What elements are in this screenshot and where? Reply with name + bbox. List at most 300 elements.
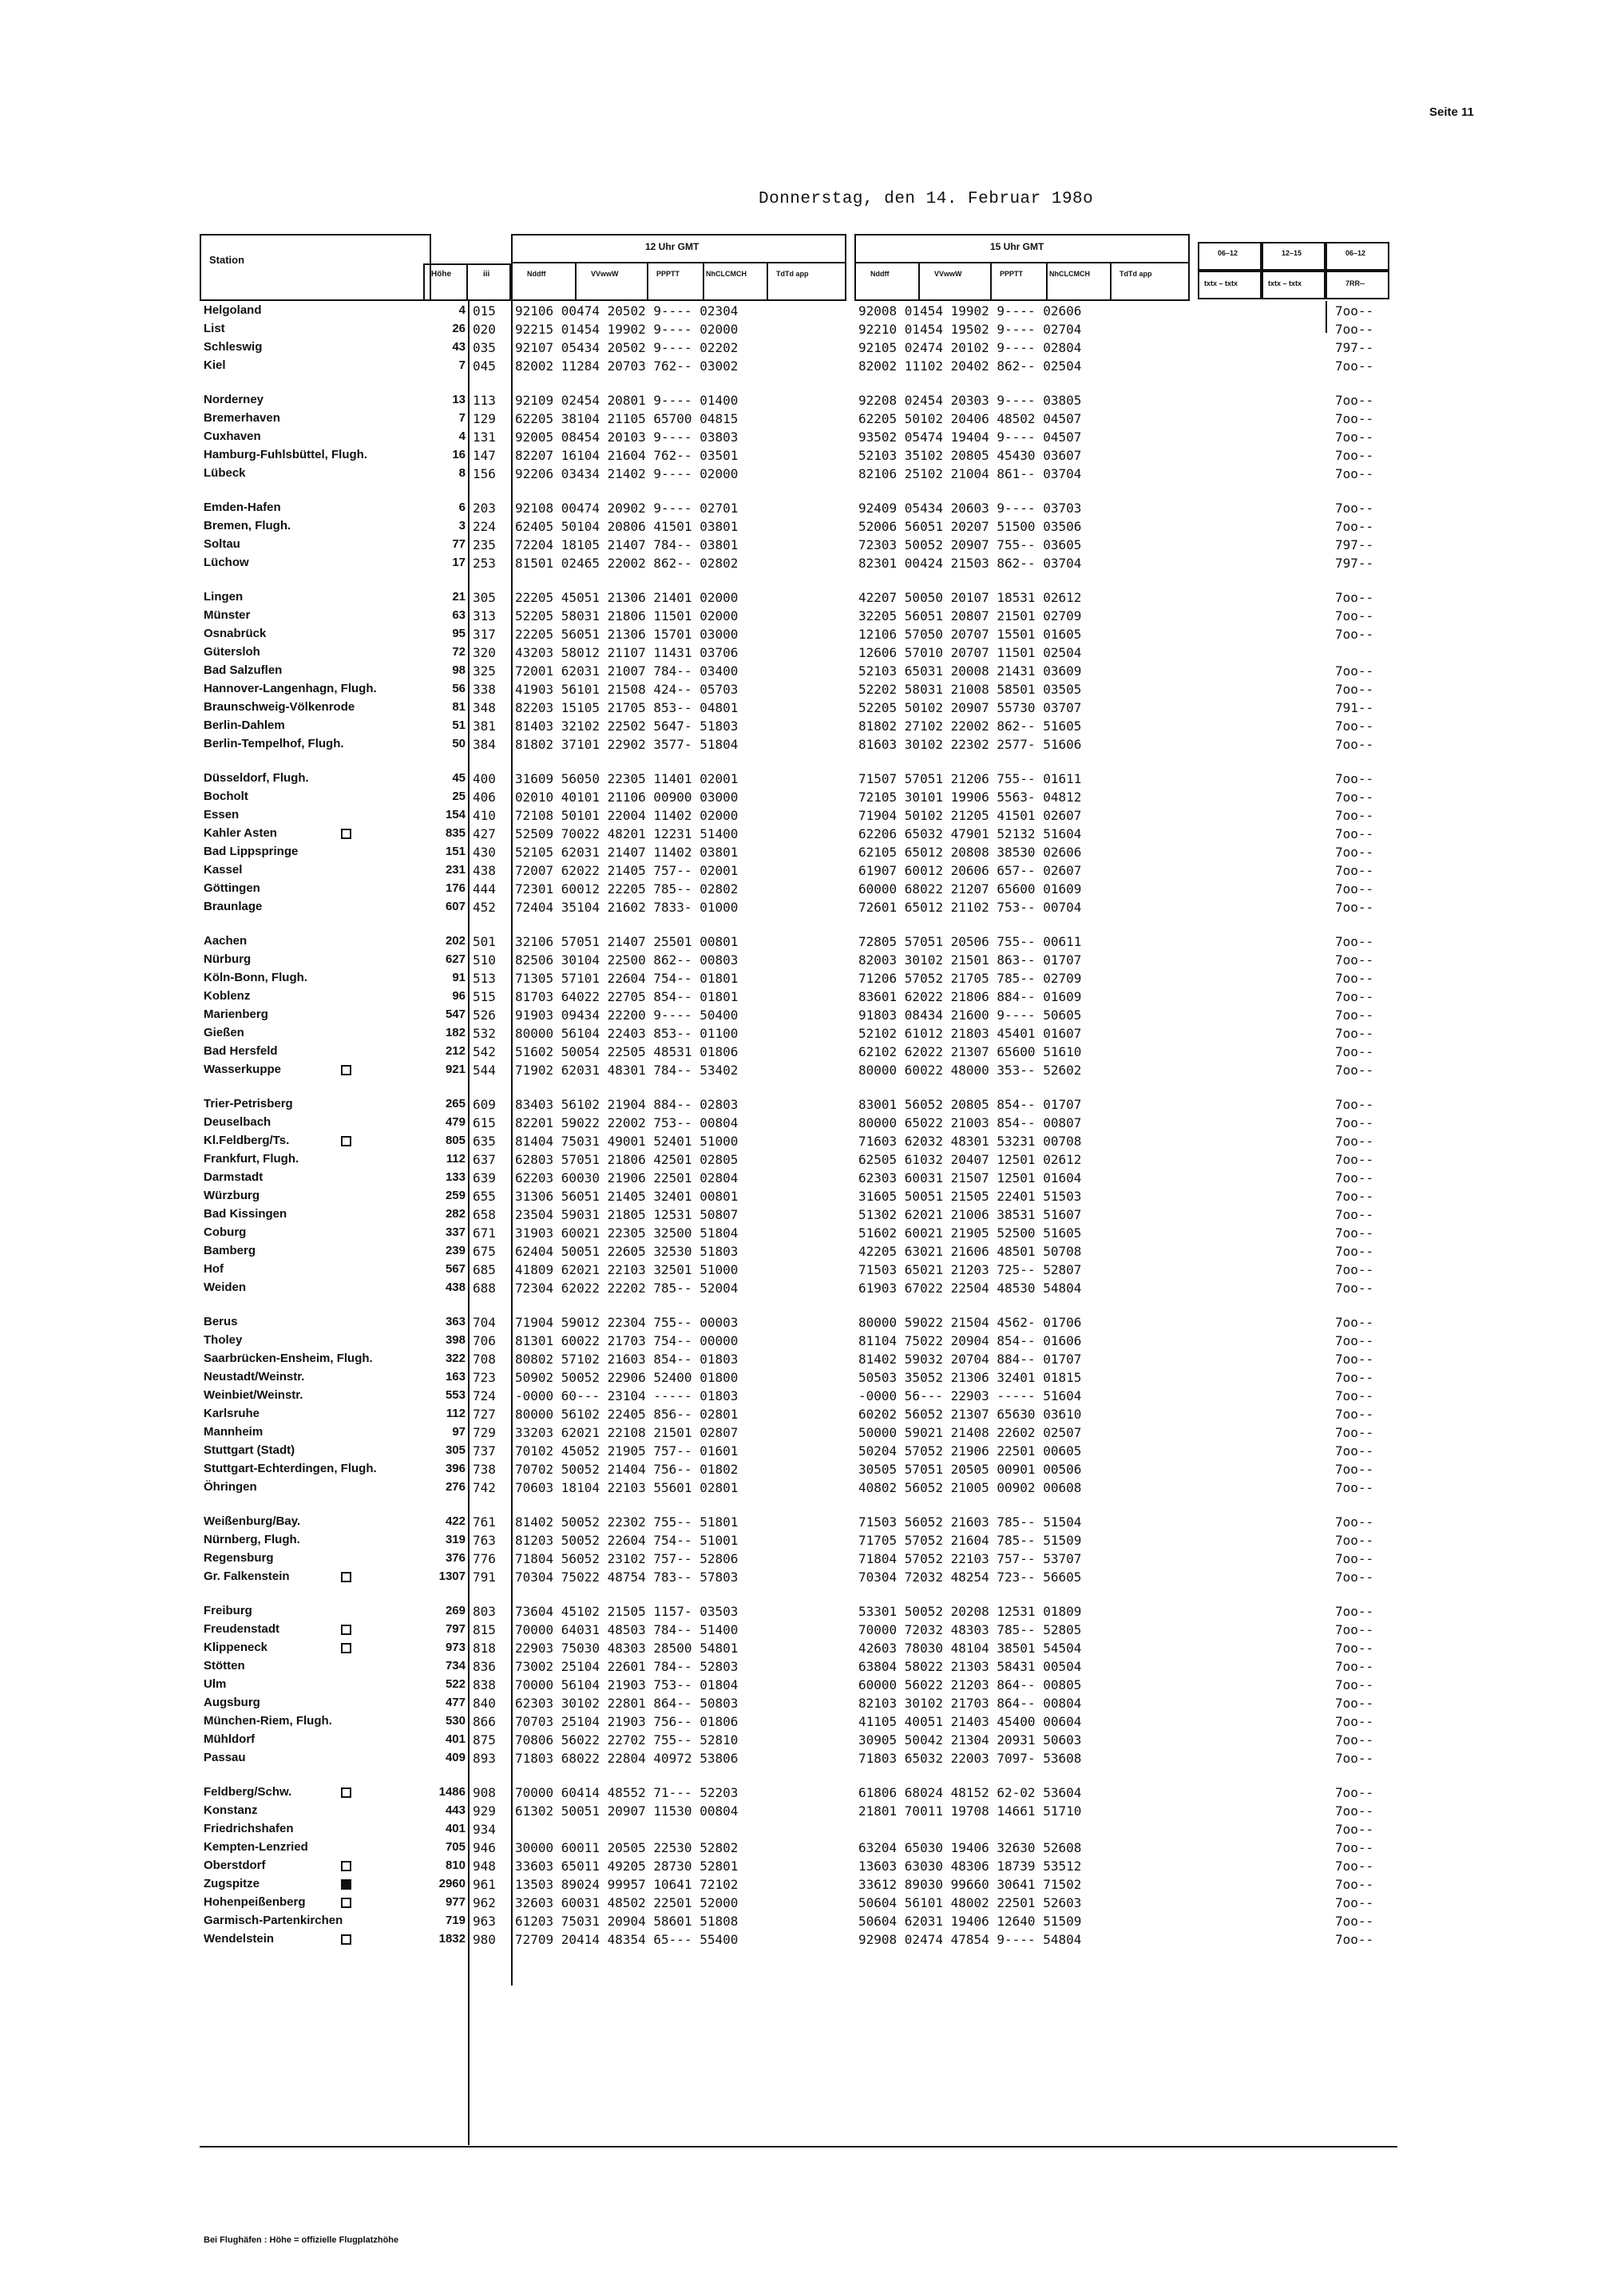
obs-12-gmt: 43203 58012 21107 11431 03706 xyxy=(515,645,739,660)
station-iii: 635 xyxy=(473,1134,496,1149)
precip-7rr: 7oo-- xyxy=(1335,1462,1374,1477)
header-15-col-3: PPPTT xyxy=(1000,270,1024,278)
obs-12-gmt: 62203 60030 21906 22501 02804 xyxy=(515,1170,739,1186)
header-right-2-label: 12–15 xyxy=(1282,249,1302,257)
obs-15-gmt: 71603 62032 48301 53231 00708 xyxy=(858,1134,1082,1149)
precip-7rr: 7oo-- xyxy=(1335,845,1374,860)
obs-15-gmt: 52103 35102 20805 45430 03607 xyxy=(858,448,1082,463)
precip-7rr: 7oo-- xyxy=(1335,682,1374,697)
station-name: Tholey xyxy=(204,1333,243,1347)
obs-15-gmt: 30505 57051 20505 00901 00506 xyxy=(858,1462,1082,1477)
station-height: 72 xyxy=(452,645,466,659)
obs-12-gmt: 82207 16104 21604 762-- 03501 xyxy=(515,448,739,463)
precip-7rr: 7oo-- xyxy=(1335,718,1374,734)
station-height: 7 xyxy=(458,411,466,425)
precip-7rr: 7oo-- xyxy=(1335,1877,1374,1892)
station-iii: 452 xyxy=(473,900,496,915)
filled-square-icon xyxy=(341,1879,351,1890)
column-line-iii xyxy=(511,301,513,1985)
station-iii: 317 xyxy=(473,627,496,642)
column-line-right xyxy=(1326,301,1327,333)
obs-15-gmt: 62206 65032 47901 52132 51604 xyxy=(858,826,1082,841)
station-name: Weißenburg/Bay. xyxy=(204,1514,301,1528)
obs-12-gmt: 52205 58031 21806 11501 02000 xyxy=(515,608,739,623)
obs-15-gmt: 52006 56051 20207 51500 03506 xyxy=(858,519,1082,534)
station-height: 973 xyxy=(445,1641,466,1654)
obs-15-gmt: 82003 30102 21501 863-- 01707 xyxy=(858,952,1082,968)
station-height: 259 xyxy=(445,1189,466,1202)
obs-15-gmt: 92105 02474 20102 9---- 02804 xyxy=(858,340,1082,355)
obs-15-gmt: 62505 61032 20407 12501 02612 xyxy=(858,1152,1082,1167)
station-height: 269 xyxy=(445,1604,466,1617)
obs-15-gmt: 61907 60012 20606 657-- 02607 xyxy=(858,863,1082,878)
precip-7rr: 7oo-- xyxy=(1335,1244,1374,1259)
page-number: Seite 11 xyxy=(1429,105,1474,119)
header-iii: iii xyxy=(483,270,490,279)
obs-15-gmt: 83001 56052 20805 854-- 01707 xyxy=(858,1097,1082,1112)
station-height: 401 xyxy=(445,1732,466,1746)
obs-15-gmt: 72303 50052 20907 755-- 03605 xyxy=(858,537,1082,552)
obs-12-gmt: 80000 56104 22403 853-- 01100 xyxy=(515,1026,739,1041)
station-name: Soltau xyxy=(204,537,240,551)
precip-7rr: 7oo-- xyxy=(1335,663,1374,679)
station-height: 21 xyxy=(452,590,466,604)
station-name: Kahler Asten xyxy=(204,826,277,840)
station-height: 25 xyxy=(452,790,466,803)
precip-7rr: 7oo-- xyxy=(1335,1097,1374,1112)
station-name: Öhringen xyxy=(204,1480,257,1494)
station-name: Freudenstadt xyxy=(204,1622,280,1636)
station-height: 163 xyxy=(445,1370,466,1384)
header-12-col-1: Nddff xyxy=(527,270,546,278)
station-iii: 946 xyxy=(473,1840,496,1855)
precip-7rr: 797-- xyxy=(1335,556,1374,571)
obs-12-gmt: 72304 62022 22202 785-- 52004 xyxy=(515,1281,739,1296)
precip-7rr: 7oo-- xyxy=(1335,1551,1374,1566)
station-height: 112 xyxy=(446,1152,466,1166)
station-height: 97 xyxy=(452,1425,466,1439)
obs-12-gmt: 92108 00474 20902 9---- 02701 xyxy=(515,501,739,516)
station-name: Berlin-Tempelhof, Flugh. xyxy=(204,737,344,750)
header-right-3-label: 06–12 xyxy=(1345,249,1366,257)
header-12-col-3: PPPTT xyxy=(656,270,680,278)
station-name: Klippeneck xyxy=(204,1641,268,1654)
obs-15-gmt: 82106 25102 21004 861-- 03704 xyxy=(858,466,1082,481)
obs-12-gmt: 52509 70022 48201 12231 51400 xyxy=(515,826,739,841)
station-name: Hamburg-Fuhlsbüttel, Flugh. xyxy=(204,448,367,461)
obs-12-gmt: 23504 59031 21805 12531 50807 xyxy=(515,1207,739,1222)
station-iii: 045 xyxy=(473,358,496,374)
station-height: 182 xyxy=(445,1026,466,1039)
obs-12-gmt: 33203 62021 22108 21501 02807 xyxy=(515,1425,739,1440)
precip-7rr: 7oo-- xyxy=(1335,1696,1374,1711)
obs-12-gmt: 81802 37101 22902 3577- 51804 xyxy=(515,737,739,752)
station-iii: 791 xyxy=(473,1570,496,1585)
station-iii: 655 xyxy=(473,1189,496,1204)
precip-7rr: 7oo-- xyxy=(1335,1822,1374,1837)
precip-7rr: 7oo-- xyxy=(1335,1895,1374,1910)
obs-15-gmt: 13603 63030 48306 18739 53512 xyxy=(858,1859,1082,1874)
station-name: Bad Hersfeld xyxy=(204,1044,278,1058)
obs-15-gmt: 62102 62022 21307 65600 51610 xyxy=(858,1044,1082,1059)
obs-12-gmt: 70000 64031 48503 784-- 51400 xyxy=(515,1622,739,1637)
precip-7rr: 7oo-- xyxy=(1335,1604,1374,1619)
station-height: 705 xyxy=(445,1840,466,1854)
station-height: 77 xyxy=(452,537,466,551)
station-name: Gr. Falkenstein xyxy=(204,1570,290,1583)
footnote: Bei Flughäfen : Höhe = offizielle Flugplatzhöhe xyxy=(204,2235,399,2245)
precip-7rr: 7oo-- xyxy=(1335,790,1374,805)
station-iii: 704 xyxy=(473,1315,496,1330)
obs-15-gmt: 53301 50052 20208 12531 01809 xyxy=(858,1604,1082,1619)
station-height: 1486 xyxy=(438,1785,466,1799)
precip-7rr: 7oo-- xyxy=(1335,881,1374,897)
station-iii: 729 xyxy=(473,1425,496,1440)
obs-15-gmt: 81603 30102 22302 2577- 51606 xyxy=(858,737,1082,752)
station-iii: 738 xyxy=(473,1462,496,1477)
station-height: 112 xyxy=(446,1407,466,1420)
station-height: 16 xyxy=(452,448,466,461)
precip-7rr: 7oo-- xyxy=(1335,1859,1374,1874)
station-iii: 348 xyxy=(473,700,496,715)
station-iii: 818 xyxy=(473,1641,496,1656)
precip-7rr: 7oo-- xyxy=(1335,1152,1374,1167)
station-name: Bad Salzuflen xyxy=(204,663,283,677)
station-name: Coburg xyxy=(204,1225,247,1239)
station-height: 8 xyxy=(458,466,466,480)
obs-15-gmt: 80000 65022 21003 854-- 00807 xyxy=(858,1115,1082,1130)
header-right-1-sub: txtx – txtx xyxy=(1204,279,1238,287)
station-height: 2960 xyxy=(438,1877,466,1890)
station-iii: 763 xyxy=(473,1533,496,1548)
obs-15-gmt: 42205 63021 21606 48501 50708 xyxy=(858,1244,1082,1259)
obs-12-gmt: 22205 56051 21306 15701 03000 xyxy=(515,627,739,642)
station-iii: 838 xyxy=(473,1677,496,1692)
station-name: Koblenz xyxy=(204,989,251,1003)
station-iii: 131 xyxy=(473,430,496,445)
obs-12-gmt: 72204 18105 21407 784-- 03801 xyxy=(515,537,739,552)
station-name: Schleswig xyxy=(204,340,263,354)
station-name: Oberstdorf xyxy=(204,1859,266,1872)
obs-15-gmt: 50503 35052 21306 32401 01815 xyxy=(858,1370,1082,1385)
obs-15-gmt: 60000 68022 21207 65600 01609 xyxy=(858,881,1082,897)
station-name: Münster xyxy=(204,608,251,622)
square-icon xyxy=(341,1572,351,1582)
precip-7rr: 7oo-- xyxy=(1335,1207,1374,1222)
station-iii: 406 xyxy=(473,790,496,805)
obs-12-gmt: 81501 02465 22002 862-- 02802 xyxy=(515,556,739,571)
station-height: 51 xyxy=(452,718,466,732)
station-iii: 305 xyxy=(473,590,496,605)
precip-7rr: 7oo-- xyxy=(1335,519,1374,534)
obs-12-gmt: 62803 57051 21806 42501 02805 xyxy=(515,1152,739,1167)
obs-15-gmt: 61903 67022 22504 48530 54804 xyxy=(858,1281,1082,1296)
station-iii: 724 xyxy=(473,1388,496,1403)
header-12gmt-div1 xyxy=(575,262,577,299)
station-iii: 961 xyxy=(473,1877,496,1892)
precip-7rr: 7oo-- xyxy=(1335,1914,1374,1929)
obs-15-gmt: 21801 70011 19708 14661 51710 xyxy=(858,1803,1082,1819)
precip-7rr: 7oo-- xyxy=(1335,934,1374,949)
precip-7rr: 7oo-- xyxy=(1335,1714,1374,1729)
station-height: 50 xyxy=(452,737,466,750)
station-iii: 803 xyxy=(473,1604,496,1619)
station-height: 530 xyxy=(445,1714,466,1728)
station-iii: 325 xyxy=(473,663,496,679)
station-name: Garmisch-Partenkirchen xyxy=(204,1914,343,1927)
obs-15-gmt: 52202 58031 21008 58501 03505 xyxy=(858,682,1082,697)
obs-12-gmt: 30000 60011 20505 22530 52802 xyxy=(515,1840,739,1855)
station-name: Lübeck xyxy=(204,466,246,480)
precip-7rr: 797-- xyxy=(1335,537,1374,552)
obs-15-gmt: 71904 50102 21205 41501 02607 xyxy=(858,808,1082,823)
precip-7rr: 7oo-- xyxy=(1335,1425,1374,1440)
station-height: 376 xyxy=(445,1551,466,1565)
station-iii: 400 xyxy=(473,771,496,786)
obs-12-gmt: 71804 56052 23102 757-- 52806 xyxy=(515,1551,739,1566)
obs-15-gmt: 52103 65031 20008 21431 03609 xyxy=(858,663,1082,679)
precip-7rr: 7oo-- xyxy=(1335,1333,1374,1348)
header-15-col-2: VVwwW xyxy=(934,270,962,278)
precip-7rr: 7oo-- xyxy=(1335,448,1374,463)
station-height: 151 xyxy=(445,845,466,858)
station-name: Stötten xyxy=(204,1659,245,1673)
station-height: 95 xyxy=(452,627,466,640)
obs-12-gmt: 02010 40101 21106 00900 03000 xyxy=(515,790,739,805)
obs-15-gmt: 81104 75022 20904 854-- 01606 xyxy=(858,1333,1082,1348)
obs-12-gmt: 81301 60022 21703 754-- 00000 xyxy=(515,1333,739,1348)
precip-7rr: 7oo-- xyxy=(1335,1932,1374,1947)
obs-15-gmt: -0000 56--- 22903 ----- 51604 xyxy=(858,1388,1082,1403)
obs-12-gmt: 52105 62031 21407 11402 03801 xyxy=(515,845,739,860)
precip-7rr: 7oo-- xyxy=(1335,737,1374,752)
precip-7rr: 7oo-- xyxy=(1335,1315,1374,1330)
obs-12-gmt: 82002 11284 20703 762-- 03002 xyxy=(515,358,739,374)
station-iii: 113 xyxy=(473,393,496,408)
precip-7rr: 791-- xyxy=(1335,700,1374,715)
obs-15-gmt: 80000 59022 21504 4562- 01706 xyxy=(858,1315,1082,1330)
obs-15-gmt: 92210 01454 19502 9---- 02704 xyxy=(858,322,1082,337)
obs-15-gmt: 82002 11102 20402 862-- 02504 xyxy=(858,358,1082,374)
obs-12-gmt: 70102 45052 21905 757-- 01601 xyxy=(515,1443,739,1459)
station-iii: 658 xyxy=(473,1207,496,1222)
obs-15-gmt: 81802 27102 22002 862-- 51605 xyxy=(858,718,1082,734)
obs-12-gmt: 72709 20414 48354 65--- 55400 xyxy=(515,1932,739,1947)
obs-15-gmt: 70000 72032 48303 785-- 52805 xyxy=(858,1622,1082,1637)
precip-7rr: 7oo-- xyxy=(1335,952,1374,968)
station-iii: 742 xyxy=(473,1480,496,1495)
station-iii: 544 xyxy=(473,1063,496,1078)
precip-7rr: 7oo-- xyxy=(1335,1641,1374,1656)
station-height: 977 xyxy=(445,1895,466,1909)
obs-15-gmt: 60202 56052 21307 65630 03610 xyxy=(858,1407,1082,1422)
station-iii: 708 xyxy=(473,1352,496,1367)
station-height: 154 xyxy=(445,808,466,821)
obs-12-gmt: -0000 60--- 23104 ----- 01803 xyxy=(515,1388,739,1403)
header-15gmt-div2 xyxy=(990,262,992,299)
obs-12-gmt: 81402 50052 22302 755-- 51801 xyxy=(515,1514,739,1530)
obs-12-gmt: 13503 89024 99957 10641 72102 xyxy=(515,1877,739,1892)
obs-15-gmt: 71705 57052 21604 785-- 51509 xyxy=(858,1533,1082,1548)
station-name: Stuttgart-Echterdingen, Flugh. xyxy=(204,1462,377,1475)
precip-7rr: 7oo-- xyxy=(1335,1026,1374,1041)
obs-12-gmt: 73002 25104 22601 784-- 52803 xyxy=(515,1659,739,1674)
station-height: 133 xyxy=(445,1170,466,1184)
obs-12-gmt: 92107 05434 20502 9---- 02202 xyxy=(515,340,739,355)
header-12-col-2: VVwwW xyxy=(591,270,619,278)
station-height: 81 xyxy=(452,700,466,714)
obs-12-gmt: 33603 65011 49205 28730 52801 xyxy=(515,1859,739,1874)
station-height: 276 xyxy=(445,1480,466,1494)
obs-15-gmt: 51602 60021 21905 52500 51605 xyxy=(858,1225,1082,1241)
precip-7rr: 7oo-- xyxy=(1335,1115,1374,1130)
obs-12-gmt: 70000 60414 48552 71--- 52203 xyxy=(515,1785,739,1800)
station-height: 7 xyxy=(458,358,466,372)
station-name: Weiden xyxy=(204,1281,247,1294)
station-height: 305 xyxy=(445,1443,466,1457)
station-iii: 737 xyxy=(473,1443,496,1459)
station-name: Hohenpeißenberg xyxy=(204,1895,306,1909)
header-15-col-4: NhCLCMCH xyxy=(1049,270,1090,278)
station-iii: 224 xyxy=(473,519,496,534)
precip-7rr: 7oo-- xyxy=(1335,971,1374,986)
obs-12-gmt: 70806 56022 22702 755-- 52810 xyxy=(515,1732,739,1748)
precip-7rr: 7oo-- xyxy=(1335,1225,1374,1241)
station-height: 176 xyxy=(445,881,466,895)
obs-15-gmt: 52102 61012 21803 45401 01607 xyxy=(858,1026,1082,1041)
obs-12-gmt: 70603 18104 22103 55601 02801 xyxy=(515,1480,739,1495)
header-15-col-5: TdTd app xyxy=(1119,270,1152,278)
header-12-col-4: NhCLCMCH xyxy=(706,270,747,278)
station-name: Gießen xyxy=(204,1026,244,1039)
station-height: 443 xyxy=(445,1803,466,1817)
obs-15-gmt: 72601 65012 21102 753-- 00704 xyxy=(858,900,1082,915)
obs-12-gmt: 70703 25104 21903 756-- 01806 xyxy=(515,1714,739,1729)
station-name: Kl.Feldberg/Ts. xyxy=(204,1134,290,1147)
header-15gmt-div3 xyxy=(1046,262,1048,299)
square-icon xyxy=(341,1787,351,1798)
obs-12-gmt: 22205 45051 21306 21401 02000 xyxy=(515,590,739,605)
precip-7rr: 797-- xyxy=(1335,340,1374,355)
precip-7rr: 7oo-- xyxy=(1335,1007,1374,1023)
station-height: 45 xyxy=(452,771,466,785)
obs-12-gmt: 82506 30104 22500 862-- 00803 xyxy=(515,952,739,968)
station-iii: 513 xyxy=(473,971,496,986)
station-name: Braunlage xyxy=(204,900,263,913)
station-name: Deuselbach xyxy=(204,1115,271,1129)
station-height: 3 xyxy=(458,519,466,532)
station-iii: 338 xyxy=(473,682,496,697)
obs-15-gmt: 51302 62021 21006 38531 51607 xyxy=(858,1207,1082,1222)
station-name: Feldberg/Schw. xyxy=(204,1785,292,1799)
obs-12-gmt: 41903 56101 21508 424-- 05703 xyxy=(515,682,739,697)
station-height: 422 xyxy=(445,1514,466,1528)
header-15gmt-div1 xyxy=(918,262,920,299)
station-iii: 147 xyxy=(473,448,496,463)
station-iii: 761 xyxy=(473,1514,496,1530)
obs-12-gmt: 61203 75031 20904 58601 51808 xyxy=(515,1914,739,1929)
station-height: 4 xyxy=(458,303,466,317)
station-iii: 671 xyxy=(473,1225,496,1241)
obs-15-gmt: 82103 30102 21703 864-- 00804 xyxy=(858,1696,1082,1711)
obs-12-gmt: 62205 38104 21105 65700 04815 xyxy=(515,411,739,426)
station-name: Cuxhaven xyxy=(204,430,261,443)
precip-7rr: 7oo-- xyxy=(1335,1514,1374,1530)
station-iii: 948 xyxy=(473,1859,496,1874)
station-height: 363 xyxy=(445,1315,466,1328)
station-iii: 815 xyxy=(473,1622,496,1637)
obs-12-gmt: 71803 68022 22804 40972 53806 xyxy=(515,1751,739,1766)
station-height: 797 xyxy=(445,1622,466,1636)
header-right-2-sub: txtx – txtx xyxy=(1268,279,1302,287)
obs-15-gmt: 92208 02454 20303 9---- 03805 xyxy=(858,393,1082,408)
station-name: Düsseldorf, Flugh. xyxy=(204,771,309,785)
station-iii: 444 xyxy=(473,881,496,897)
precip-7rr: 7oo-- xyxy=(1335,1443,1374,1459)
square-icon xyxy=(341,1861,351,1871)
station-iii: 430 xyxy=(473,845,496,860)
obs-15-gmt: 62303 60031 21507 12501 01604 xyxy=(858,1170,1082,1186)
obs-15-gmt: 41105 40051 21403 45400 00604 xyxy=(858,1714,1082,1729)
station-iii: 156 xyxy=(473,466,496,481)
station-name: Kassel xyxy=(204,863,243,877)
station-name: Bremen, Flugh. xyxy=(204,519,291,532)
obs-15-gmt: 71804 57052 22103 757-- 53707 xyxy=(858,1551,1082,1566)
station-height: 810 xyxy=(445,1859,466,1872)
precip-7rr: 7oo-- xyxy=(1335,1751,1374,1766)
station-name: Osnabrück xyxy=(204,627,267,640)
station-name: Aachen xyxy=(204,934,248,948)
station-iii: 963 xyxy=(473,1914,496,1929)
station-iii: 615 xyxy=(473,1115,496,1130)
header-12gmt: 12 Uhr GMT xyxy=(645,241,699,252)
station-name: Göttingen xyxy=(204,881,260,895)
station-height: 438 xyxy=(445,1281,466,1294)
precip-7rr: 7oo-- xyxy=(1335,1388,1374,1403)
station-height: 4 xyxy=(458,430,466,443)
obs-15-gmt: 50604 56101 48002 22501 52603 xyxy=(858,1895,1082,1910)
obs-15-gmt: 12606 57010 20707 11501 02504 xyxy=(858,645,1082,660)
obs-15-gmt: 63204 65030 19406 32630 52608 xyxy=(858,1840,1082,1855)
station-name: Kiel xyxy=(204,358,226,372)
station-name: Wasserkuppe xyxy=(204,1063,281,1076)
station-name: Helgoland xyxy=(204,303,262,317)
obs-15-gmt: 71206 57052 21705 785-- 02709 xyxy=(858,971,1082,986)
station-height: 282 xyxy=(445,1207,466,1221)
obs-12-gmt: 70304 75022 48754 783-- 57803 xyxy=(515,1570,739,1585)
precip-7rr: 7oo-- xyxy=(1335,1352,1374,1367)
station-iii: 637 xyxy=(473,1152,496,1167)
precip-7rr: 7oo-- xyxy=(1335,1370,1374,1385)
precip-7rr: 7oo-- xyxy=(1335,1570,1374,1585)
station-height: 522 xyxy=(445,1677,466,1691)
station-iii: 532 xyxy=(473,1026,496,1041)
obs-15-gmt: 12106 57050 20707 15501 01605 xyxy=(858,627,1082,642)
obs-15-gmt: 92008 01454 19902 9---- 02606 xyxy=(858,303,1082,319)
station-height: 805 xyxy=(445,1134,466,1147)
obs-15-gmt: 50204 57052 21906 22501 00605 xyxy=(858,1443,1082,1459)
station-height: 401 xyxy=(445,1822,466,1835)
obs-15-gmt: 81402 59032 20704 884-- 01707 xyxy=(858,1352,1082,1367)
obs-12-gmt: 82201 59022 22002 753-- 00804 xyxy=(515,1115,739,1130)
station-name: Ulm xyxy=(204,1677,227,1691)
obs-12-gmt: 70000 56104 21903 753-- 01804 xyxy=(515,1677,739,1692)
header-15gmt-sep xyxy=(854,262,1190,263)
header-12gmt-div2 xyxy=(647,262,648,299)
station-name: Saarbrücken-Ensheim, Flugh. xyxy=(204,1352,373,1365)
station-iii: 776 xyxy=(473,1551,496,1566)
precip-7rr: 7oo-- xyxy=(1335,1533,1374,1548)
